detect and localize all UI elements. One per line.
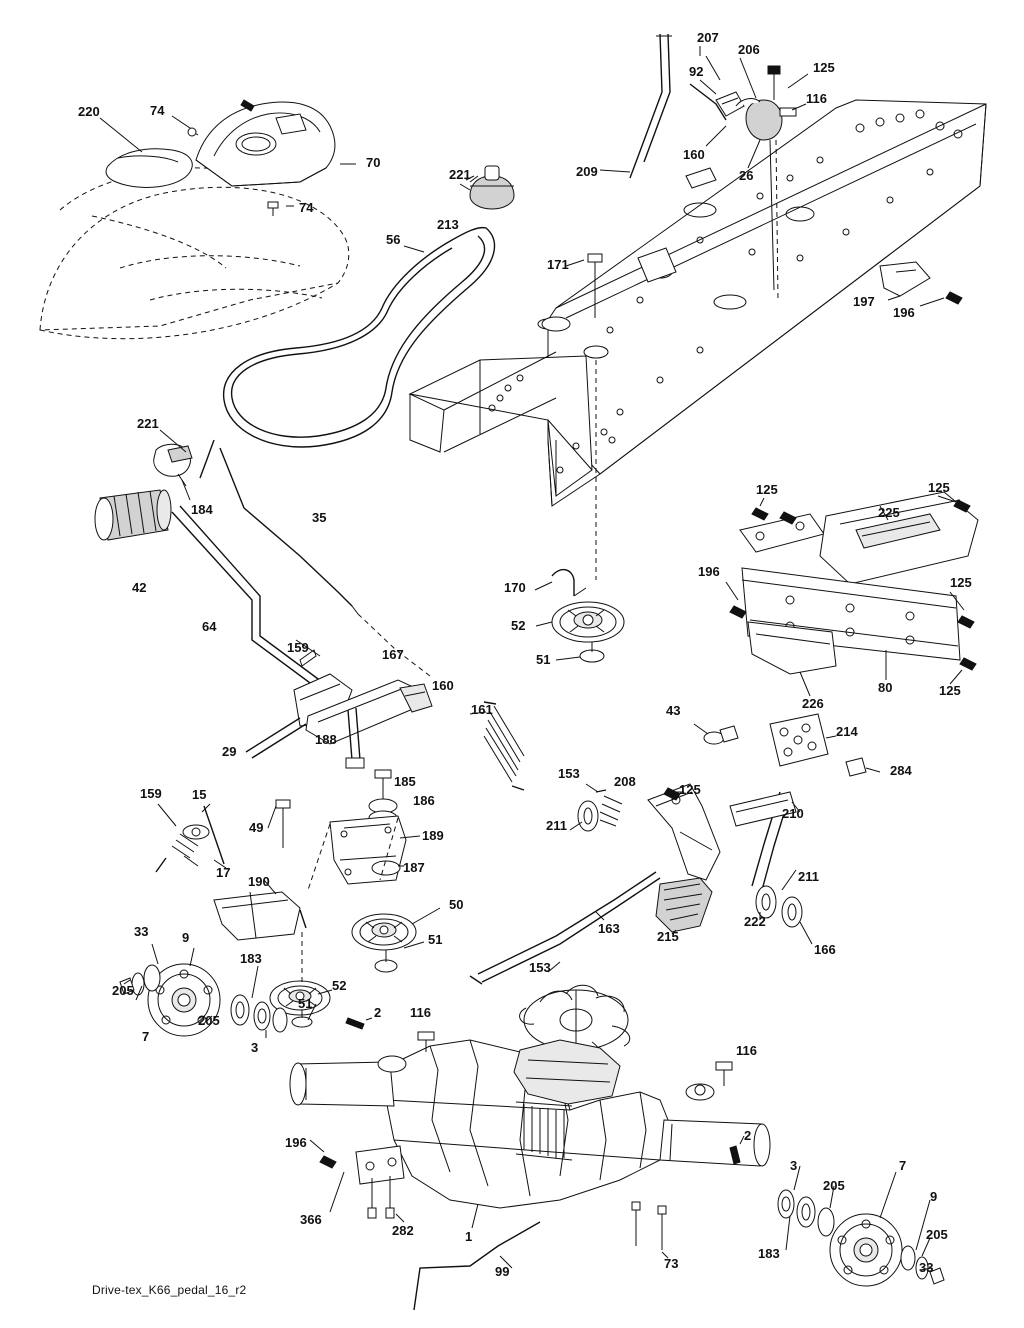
callout-51: 51 xyxy=(536,652,551,667)
callout-74-2: 74 xyxy=(299,200,314,215)
callout-74: 74 xyxy=(150,103,165,118)
callout-56: 56 xyxy=(386,232,401,247)
callout-187: 187 xyxy=(403,860,425,875)
callout-282: 282 xyxy=(392,1223,414,1238)
right-bracket-assembly xyxy=(726,492,978,696)
callout-206: 206 xyxy=(738,42,760,57)
callout-205-4: 205 xyxy=(926,1227,948,1242)
callout-183-2: 183 xyxy=(758,1246,780,1261)
callout-153-2: 153 xyxy=(529,960,551,975)
callout-92: 92 xyxy=(689,64,704,79)
callout-166: 166 xyxy=(814,942,836,957)
callout-366: 366 xyxy=(300,1212,322,1227)
transmission-assembly xyxy=(290,985,770,1310)
callout-43: 43 xyxy=(666,703,681,718)
callout-116-2: 116 xyxy=(410,1005,431,1020)
callout-163: 163 xyxy=(598,921,620,936)
callout-7-2: 7 xyxy=(899,1158,907,1173)
callout-205: 205 xyxy=(112,983,134,998)
callout-9-2: 9 xyxy=(930,1189,938,1204)
callout-170: 170 xyxy=(504,580,526,595)
callout-2-2: 2 xyxy=(744,1128,752,1143)
callout-125-6: 125 xyxy=(939,683,961,698)
callout-214: 214 xyxy=(836,724,858,739)
figure-id-caption: Drive-tex_K66_pedal_16_r2 xyxy=(92,1283,247,1297)
callout-125-5: 125 xyxy=(950,575,972,590)
callout-29: 29 xyxy=(222,744,237,759)
callout-73: 73 xyxy=(664,1256,679,1271)
callout-49: 49 xyxy=(249,820,264,835)
callout-42: 42 xyxy=(132,580,147,595)
pedal-shaft-assembly xyxy=(95,430,524,890)
callout-160: 160 xyxy=(683,147,705,162)
callout-222: 222 xyxy=(744,914,766,929)
callout-153: 153 xyxy=(558,766,580,781)
callout-125-2: 125 xyxy=(679,782,701,797)
callout-70: 70 xyxy=(366,155,381,170)
callout-160-2: 160 xyxy=(432,678,454,693)
seat-fender-group xyxy=(40,100,356,339)
callout-171: 171 xyxy=(547,257,569,272)
callout-51-3: 51 xyxy=(298,996,313,1011)
callout-213: 213 xyxy=(437,217,459,232)
callout-125-4: 125 xyxy=(928,480,950,495)
callout-33-2: 33 xyxy=(919,1260,934,1275)
callout-80: 80 xyxy=(878,680,893,695)
callout-184: 184 xyxy=(191,502,213,517)
callout-209: 209 xyxy=(576,164,598,179)
callout-284: 284 xyxy=(890,763,912,778)
callout-9: 9 xyxy=(182,930,190,945)
callout-188: 188 xyxy=(315,732,337,747)
callout-3: 3 xyxy=(251,1040,259,1055)
callout-159-2: 159 xyxy=(140,786,162,801)
callout-211-2: 211 xyxy=(798,869,819,884)
callout-210: 210 xyxy=(782,806,804,821)
callout-211: 211 xyxy=(546,818,567,833)
callout-185: 185 xyxy=(394,774,416,789)
callout-208: 208 xyxy=(614,774,636,789)
callout-99: 99 xyxy=(495,1264,510,1279)
callout-7: 7 xyxy=(142,1029,150,1044)
callout-220: 220 xyxy=(78,104,100,119)
callout-33: 33 xyxy=(134,924,149,939)
callout-17: 17 xyxy=(216,865,231,880)
callout-196-2: 196 xyxy=(698,564,720,579)
callout-51-2: 51 xyxy=(428,932,443,947)
callout-15: 15 xyxy=(192,787,207,802)
callout-3-2: 3 xyxy=(790,1158,798,1173)
center-pulley-52 xyxy=(535,570,624,662)
callout-50: 50 xyxy=(449,897,464,912)
callout-190: 190 xyxy=(248,874,270,889)
callout-1: 1 xyxy=(465,1229,473,1244)
callout-205-2: 205 xyxy=(198,1013,220,1028)
callout-207: 207 xyxy=(697,30,719,45)
callout-116: 116 xyxy=(806,91,827,106)
drive-belt xyxy=(224,228,495,447)
callout-52-2: 52 xyxy=(332,978,347,993)
callout-116-3: 116 xyxy=(736,1043,757,1058)
callout-221-2: 221 xyxy=(137,416,159,431)
callout-35: 35 xyxy=(312,510,327,525)
callout-189: 189 xyxy=(422,828,444,843)
callout-161: 161 xyxy=(471,702,493,717)
callout-2: 2 xyxy=(374,1005,382,1020)
callout-221: 221 xyxy=(449,167,471,182)
callout-196-3: 196 xyxy=(285,1135,307,1150)
callout-167: 167 xyxy=(382,647,404,662)
callout-205-3: 205 xyxy=(823,1178,845,1193)
callout-196: 196 xyxy=(893,305,915,320)
callout-226: 226 xyxy=(802,696,824,711)
callout-225: 225 xyxy=(878,505,900,520)
callout-125-3: 125 xyxy=(756,482,778,497)
callout-159: 159 xyxy=(287,640,309,655)
callout-197: 197 xyxy=(853,294,875,309)
callout-64: 64 xyxy=(202,619,217,634)
callout-183: 183 xyxy=(240,951,262,966)
callout-52: 52 xyxy=(511,618,526,633)
callout-26: 26 xyxy=(739,168,754,183)
callout-125: 125 xyxy=(813,60,835,75)
callout-186: 186 xyxy=(413,793,435,808)
callout-215: 215 xyxy=(657,929,679,944)
